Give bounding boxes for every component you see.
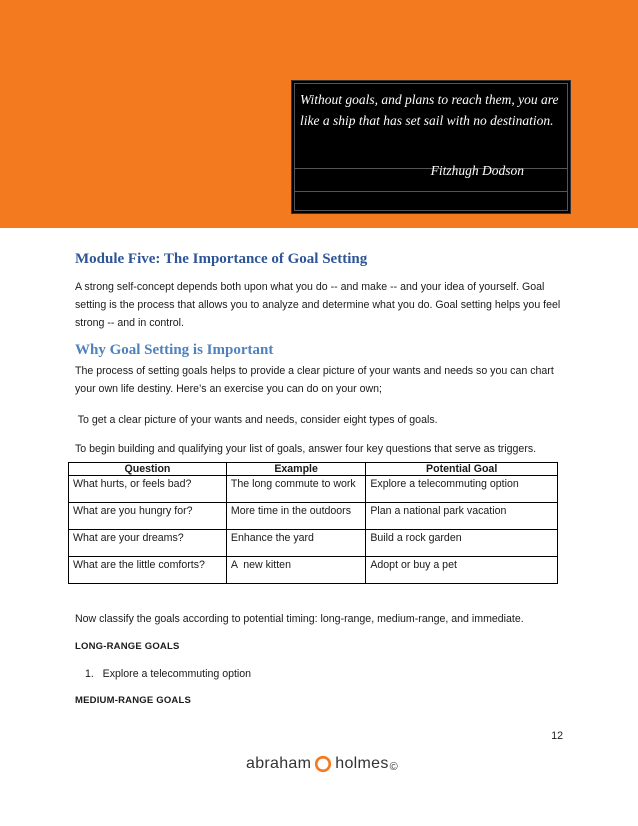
page-number: 12: [551, 730, 563, 742]
table-cell: Enhance the yard: [226, 530, 365, 557]
classify-text: Now classify the goals according to potential timing: long-range, medium-range, and immediate.: [75, 613, 524, 625]
table-header-cell: Question: [69, 463, 227, 476]
table-cell: What are the little comforts?: [69, 557, 227, 584]
module-intro: A strong self-concept depends both upon what you do -- and make -- and your idea of yourself. Goal setting is the process that allows you to analyze and determine what you do. Goal setting helps you feel strong -- and in control.: [75, 281, 561, 329]
table-cell: A new kitten: [226, 557, 365, 584]
list-item: 1. Explore a telecommuting option: [85, 668, 252, 680]
table-cell: What are your dreams?: [69, 530, 227, 557]
classify-section: [75, 610, 565, 709]
table-cell: Explore a telecommuting option: [366, 476, 558, 503]
ring-logo-icon: [314, 755, 332, 773]
table-cell: What hurts, or feels bad?: [69, 476, 227, 503]
section-paragraph: To get a clear picture of your wants and needs, consider eight types of goals.: [75, 414, 438, 426]
table-cell: What are you hungry for?: [69, 503, 227, 530]
table-row: [69, 530, 558, 557]
medium-range-heading: MEDIUM-RANGE GOALS: [75, 695, 192, 706]
quote-author: Fitzhugh Dodson: [430, 163, 524, 178]
module-title: Module Five: The Importance of Goal Setting: [75, 251, 368, 267]
quote-box: [291, 80, 571, 214]
table-header-cell: Example: [226, 463, 365, 476]
table-row: [69, 557, 558, 584]
table-cell: Adopt or buy a pet: [366, 557, 558, 584]
table-row: [69, 503, 558, 530]
table-cell: Plan a national park vacation: [366, 503, 558, 530]
section-paragraph: To begin building and qualifying your list of goals, answer four key questions that serve as triggers.: [75, 443, 537, 455]
section-title: Why Goal Setting is Important: [75, 342, 274, 358]
table-cell: Build a rock garden: [366, 530, 558, 557]
table-row: [69, 476, 558, 503]
table-header-cell: Potential Goal: [366, 463, 558, 476]
quote-box-divider: [295, 191, 567, 192]
table-header-row: [69, 463, 558, 476]
section-paragraph: The process of setting goals helps to provide a clear picture of your wants and needs so you can chart your own life destiny. Here’s an exercise you can do on your own;: [75, 365, 554, 395]
table-cell: The long commute to work: [226, 476, 365, 503]
copyright-mark: ©: [389, 761, 399, 773]
brand-left-text: abraham: [246, 755, 312, 772]
brand-right-text: holmes: [335, 755, 389, 772]
quote-text: Without goals, and plans to reach them, you are like a ship that has set sail with no destination.: [300, 92, 559, 128]
main-content: [75, 250, 565, 458]
goals-table: [68, 462, 558, 584]
long-range-heading: LONG-RANGE GOALS: [75, 641, 180, 652]
table-cell: More time in the outdoors: [226, 503, 365, 530]
brand-logo: [246, 752, 398, 776]
